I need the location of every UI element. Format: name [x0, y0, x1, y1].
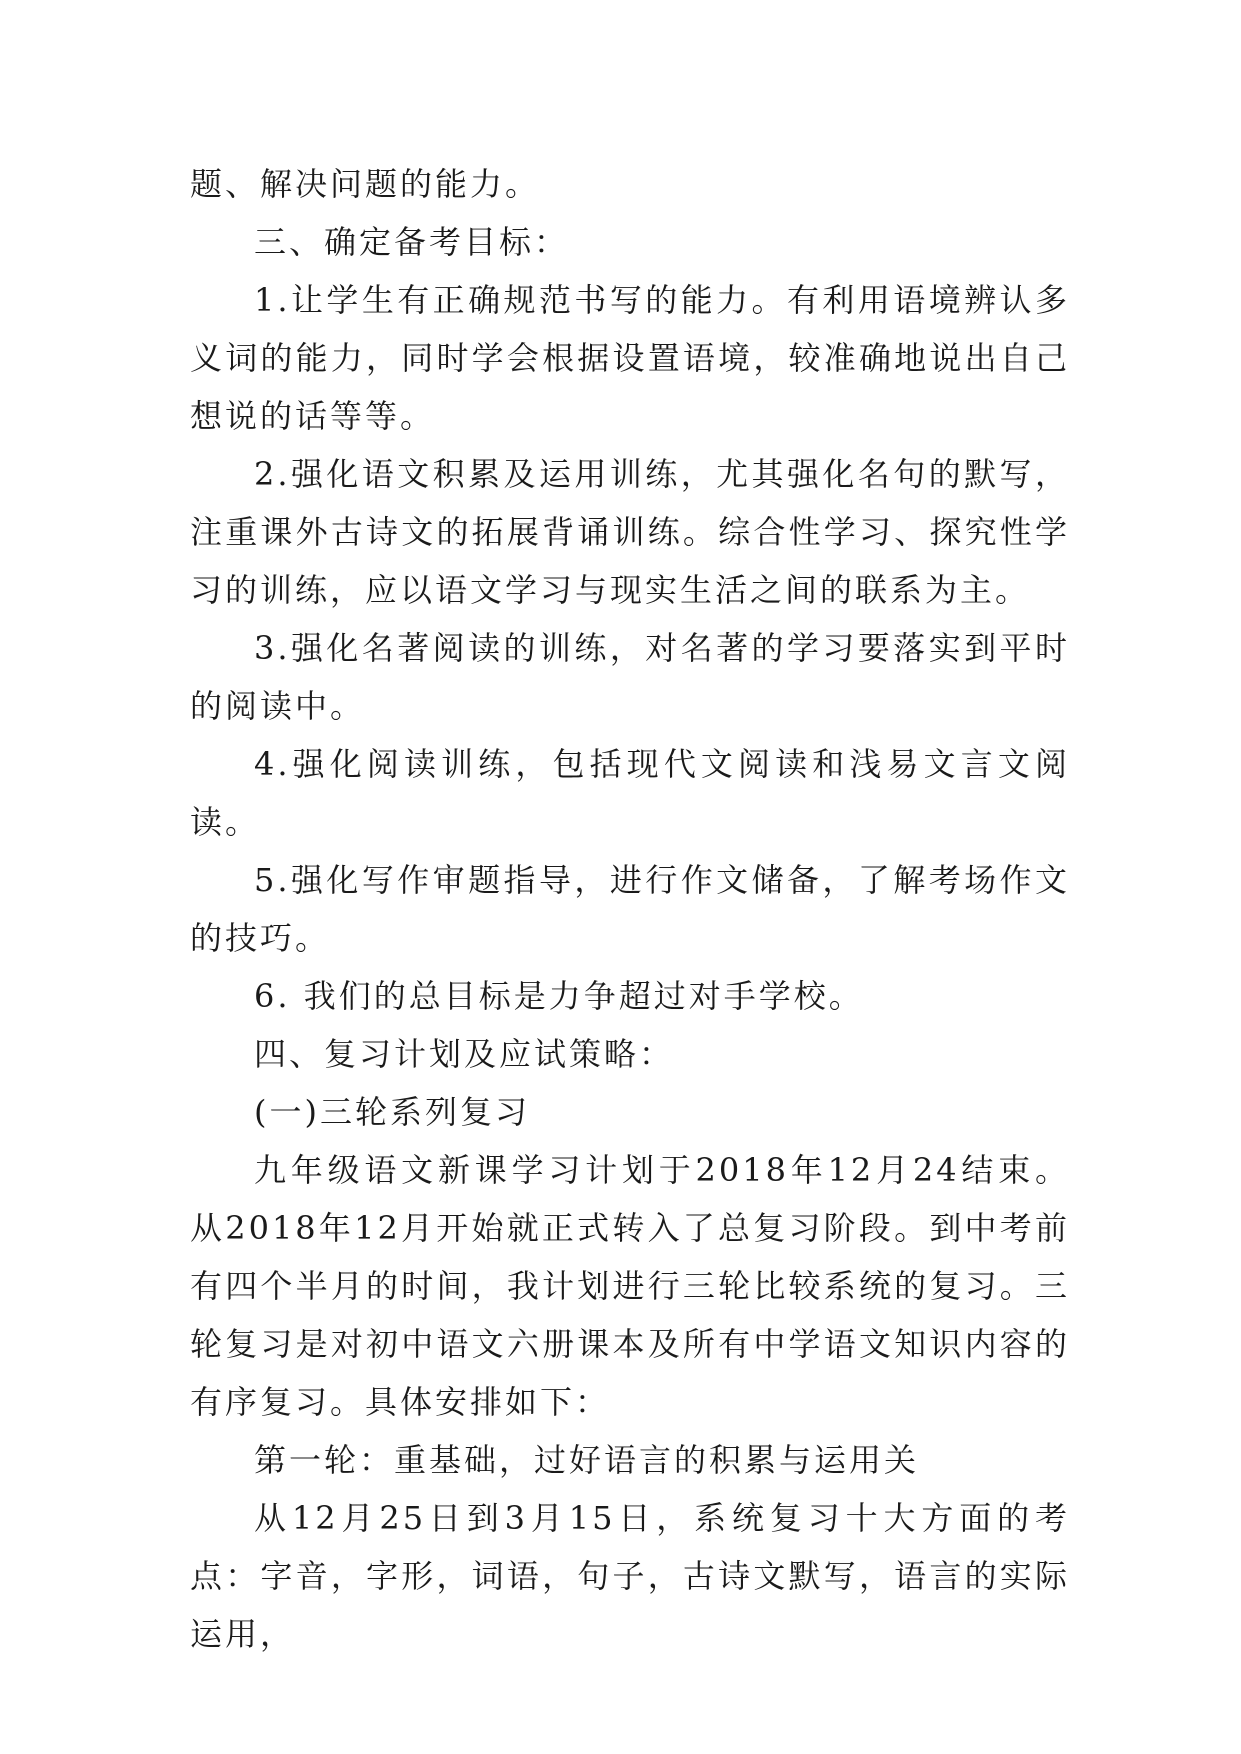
goal-item-6: 6. 我们的总目标是力争超过对手学校。 [254, 977, 864, 1015]
goal-item-4: 4.强化阅读训练，包括现代文阅读和浅易文言文阅读。 [190, 745, 1070, 841]
paragraph-continuation: 题、解决问题的能力。 [190, 165, 541, 203]
section-heading-4: 四、复习计划及应试策略： [254, 1035, 675, 1073]
plan-paragraph: 九年级语文新课学习计划于2018年12月24结束。从2018年12月开始就正式转入了总复习阶段。到中考前有四个半月的时间，我计划进行三轮比较系统的复习。三轮复习是对初中语文六册课本及所有中学语文知识内容的有序复习。具体安排如下： [190, 1151, 1070, 1421]
round-one-heading: 第一轮：重基础，过好语言的积累与运用关 [254, 1441, 920, 1479]
goal-item-5: 5.强化写作审题指导，进行作文储备，了解考场作文的技巧。 [190, 861, 1070, 957]
subsection-heading-1: (一)三轮系列复习 [254, 1093, 530, 1131]
round-one-paragraph: 从12月25日到3月15日，系统复习十大方面的考点：字音，字形，词语，句子，古诗文默写，语言的实际运用， [190, 1499, 1070, 1653]
goal-item-3: 3.强化名著阅读的训练，对名著的学习要落实到平时的阅读中。 [190, 629, 1070, 725]
section-heading-3: 三、确定备考目标： [254, 223, 570, 261]
document-body [190, 155, 1070, 1663]
goal-item-2: 2.强化语文积累及运用训练，尤其强化名句的默写，注重课外古诗文的拓展背诵训练。综合性学习、探究性学习的训练，应以语文学习与现实生活之间的联系为主。 [190, 455, 1070, 609]
goal-item-1: 1.让学生有正确规范书写的能力。有利用语境辨认多义词的能力，同时学会根据设置语境，较准确地说出自己想说的话等等。 [190, 281, 1070, 435]
